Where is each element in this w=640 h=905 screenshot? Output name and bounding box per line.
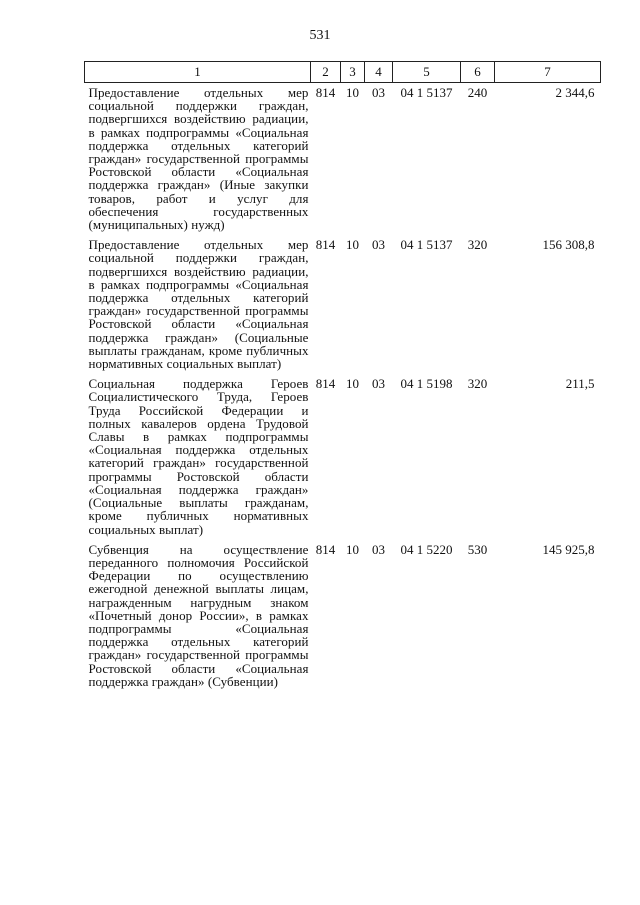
ministry-code: 814 xyxy=(315,237,336,253)
section-code: 10 xyxy=(346,85,359,100)
column-header: 7 xyxy=(495,62,601,83)
column-header: 1 xyxy=(85,62,311,83)
section-code: 10 xyxy=(346,376,359,392)
table-row xyxy=(85,540,601,692)
budget-table xyxy=(84,61,601,692)
row-description: Предоставление отдельных мер социальной поддержки граждан, подвергшихся воздействию радиации, в рамках подпрограммы «Социальная поддержка отдельных категорий граждан» государственной программы Ростовской области «Социальная поддержка граждан» (Социальные выплаты гражданам, кроме публичных нормативных социальных выплат) xyxy=(88,237,309,372)
table-row xyxy=(85,374,601,539)
amount: 156 308,8 xyxy=(542,237,595,253)
target-article-code: 04 1 5137 xyxy=(400,85,453,100)
table-row xyxy=(85,83,601,236)
row-description: Предоставление отдельных мер социальной поддержки граждан, подвергшихся воздействию радиации, в рамках подпрограммы «Социальная поддержка отдельных категорий граждан» государственной программы Ростовской области «Социальная поддержка граждан» (Иные закупки товаров, работ и услуг для обеспечения государственных (муниципальных) нужд) xyxy=(88,85,309,233)
section-code: 10 xyxy=(346,237,359,253)
expense-type-code: 530 xyxy=(467,541,488,557)
column-header: 2 xyxy=(311,62,341,83)
ministry-code: 814 xyxy=(315,541,336,557)
table-row xyxy=(85,235,601,374)
row-description: Социальная поддержка Героев Социалистического Труда, Героев Труда Российской Федерации и полных кавалеров ордена Трудовой Славы в рамках подпрограммы «Социальная поддержка отдельных категорий граждан» государственной программы Ростовской области «Социальная поддержка граждан» (Социальные выплаты гражданам, кроме публичных нормативных социальных выплат) xyxy=(88,376,309,537)
expense-type-code: 240 xyxy=(467,85,488,100)
header-row xyxy=(85,62,601,83)
amount: 2 344,6 xyxy=(555,85,595,100)
subsection-code: 03 xyxy=(372,541,385,557)
expense-type-code: 320 xyxy=(467,376,488,392)
subsection-code: 03 xyxy=(372,85,385,100)
column-header: 4 xyxy=(365,62,393,83)
column-header: 6 xyxy=(461,62,495,83)
row-description: Субвенция на осуществление переданного полномочия Российской Федерации по осуществлению ежегодной денежной выплаты лицам, награжденным нагрудным знаком «Почетный донор России», в рамках подпрограммы «Социальная поддержка отдельных категорий граждан» государственной программы Ростовской области «Социальная поддержка граждан» (Субвенции) xyxy=(88,541,309,689)
column-header: 3 xyxy=(341,62,365,83)
target-article-code: 04 1 5137 xyxy=(400,237,453,253)
subsection-code: 03 xyxy=(372,237,385,253)
amount: 211,5 xyxy=(565,376,595,392)
ministry-code: 814 xyxy=(315,85,336,100)
target-article-code: 04 1 5220 xyxy=(400,541,453,557)
subsection-code: 03 xyxy=(372,376,385,392)
column-header: 5 xyxy=(393,62,461,83)
expense-type-code: 320 xyxy=(467,237,488,253)
ministry-code: 814 xyxy=(315,376,336,392)
page-number: 531 xyxy=(309,28,331,43)
amount: 145 925,8 xyxy=(542,541,595,557)
target-article-code: 04 1 5198 xyxy=(400,376,453,392)
section-code: 10 xyxy=(346,541,359,557)
